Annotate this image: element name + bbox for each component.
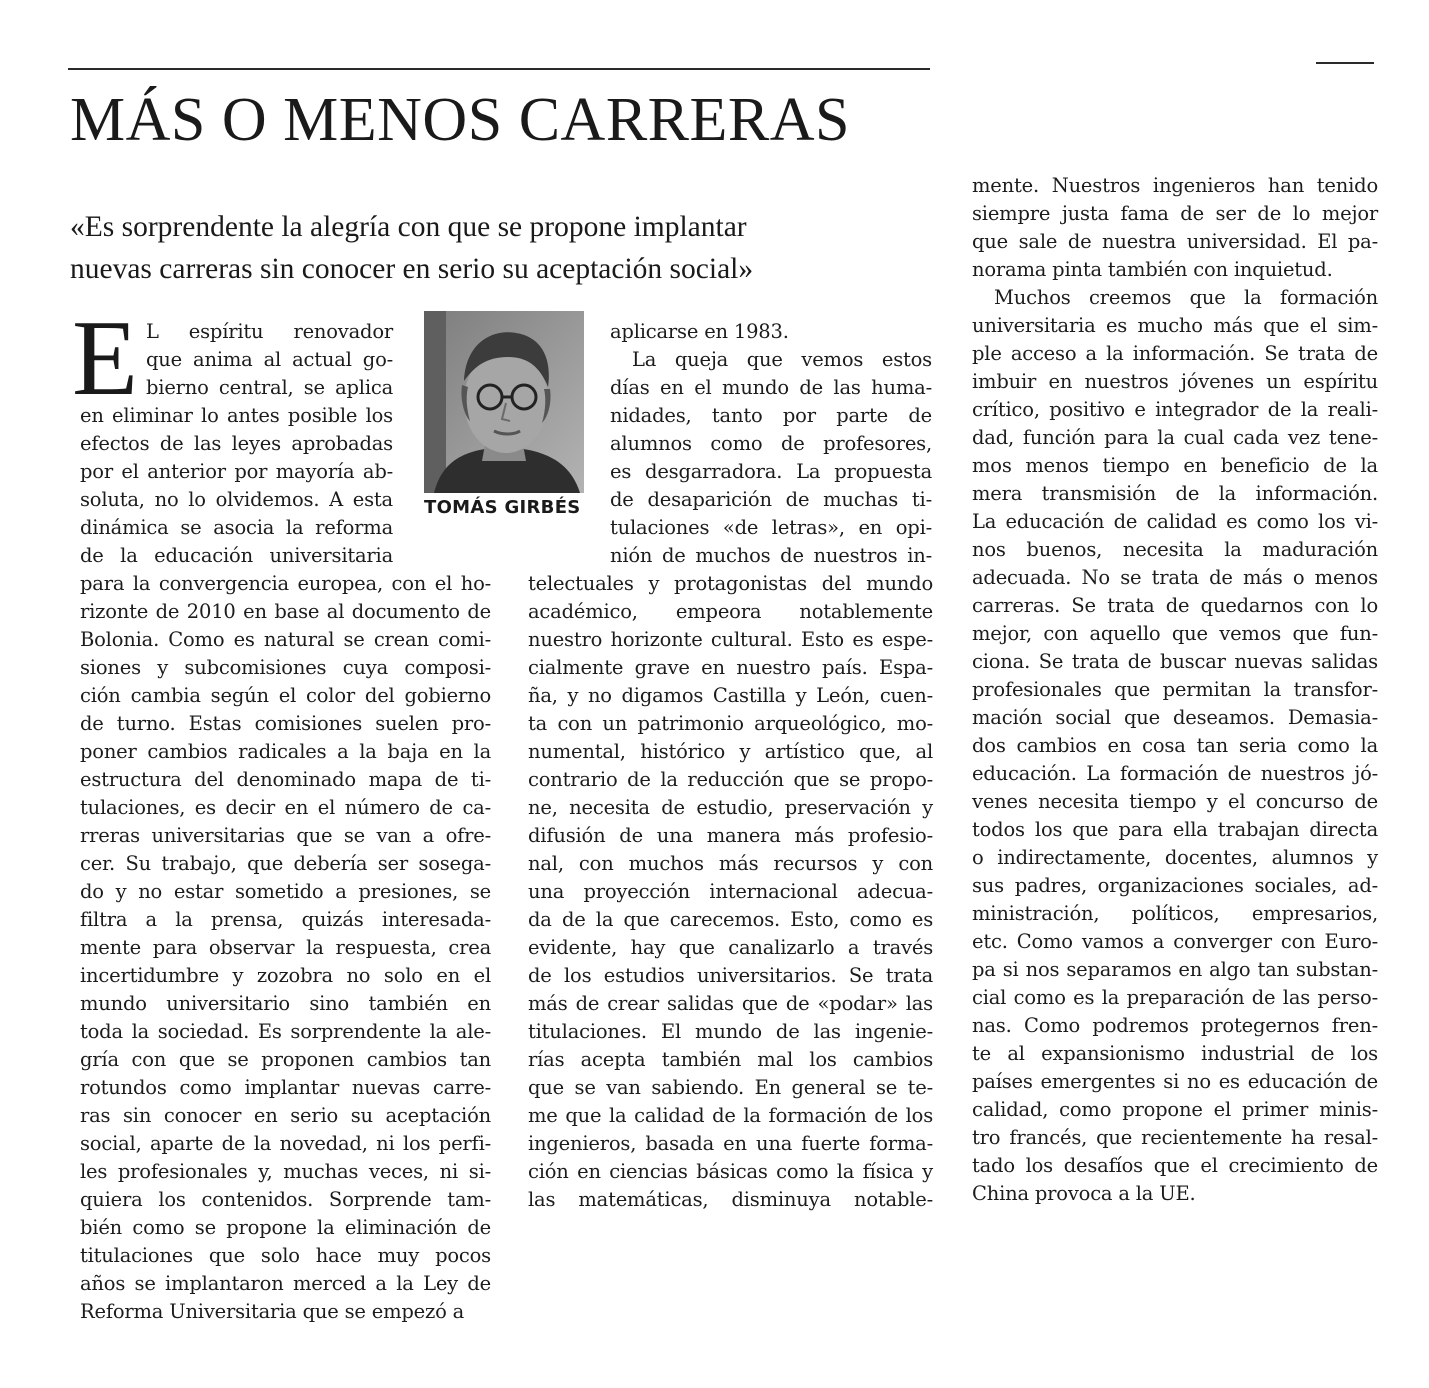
text-line: China provoca a la UE. — [972, 1182, 1196, 1205]
text-line: aplicarse en 1983. — [610, 320, 789, 343]
text-line: estructura del denominado mapa de ti- — [80, 768, 491, 791]
text-line: siones y subcomisiones cuya composi- — [80, 656, 491, 679]
text-line: numental, histórico y artístico que, al — [528, 740, 933, 763]
text-line: titulaciones. El mundo de las ingenie- — [528, 1020, 933, 1043]
text-line: gría con que se proponen cambios tan — [80, 1048, 491, 1071]
text-line: telectuales y protagonistas del mundo — [528, 572, 933, 595]
text-line: todos los que para ella trabajan directa — [972, 818, 1378, 841]
text-line: cer. Su trabajo, que debería ser sosega- — [80, 852, 491, 875]
text-line: nuestro horizonte cultural. Esto es espe- — [528, 628, 933, 651]
text-line: días en el mundo de las huma- — [610, 376, 932, 399]
pull-quote-line: nuevas carreras sin conocer en serio su aceptación social» — [70, 253, 754, 285]
text-line: titulaciones que solo hace muy pocos — [80, 1244, 491, 1267]
text-line: mera transmisión de la información. — [972, 482, 1378, 505]
text-line: tulaciones, es decir en el número de ca- — [80, 796, 491, 819]
text-line: venes necesita tiempo y el concurso de — [972, 790, 1378, 813]
text-line: de turno. Estas comisiones suelen pro- — [80, 712, 491, 735]
text-line: alumnos como de profesores, — [610, 432, 932, 455]
text-line: ras sin conocer en serio su aceptación — [80, 1104, 491, 1127]
text-line: una proyección internacional adecua- — [528, 880, 933, 903]
text-line: mente para observar la respuesta, crea — [80, 936, 491, 959]
column-1-body — [80, 570, 491, 1326]
pull-quote — [70, 206, 753, 290]
text-line: L espíritu renovador — [146, 320, 393, 343]
text-line: dos cambios en cosa tan seria como la — [972, 734, 1378, 757]
text-line: ción en ciencias básicas como la física y — [528, 1160, 933, 1183]
text-line: nos buenos, necesita la maduración — [972, 538, 1378, 561]
text-line: ña, y no digamos Castilla y León, cuen- — [528, 684, 933, 707]
text-line: dinámica se asocia la reforma — [80, 516, 393, 539]
headline: MÁS O MENOS CARRERAS — [70, 86, 851, 154]
column-3-body — [972, 172, 1378, 1208]
text-line: Bolonia. Como es natural se crean comi- — [80, 628, 491, 651]
column-1-top — [80, 402, 393, 570]
text-line: adecuada. No se trata de más o menos — [972, 566, 1378, 589]
column-2-body — [528, 570, 933, 1214]
text-line: de la educación universitaria — [80, 544, 393, 567]
text-line: te al expansionismo industrial de los — [972, 1042, 1378, 1065]
text-line: ingenieros, basada en una fuerte forma- — [528, 1132, 933, 1155]
text-line: que anima al actual go- — [146, 348, 393, 371]
text-line: ta con un patrimonio arqueológico, mo- — [528, 712, 933, 735]
text-line: Reforma Universitaria que se empezó a — [80, 1300, 465, 1323]
text-line: mación social que deseamos. Demasia- — [972, 706, 1378, 729]
pull-quote-line: «Es sorprendente la alegría con que se propone implantar — [70, 211, 747, 243]
text-line: etc. Como vamos a converger con Euro- — [972, 930, 1378, 953]
drop-cap: E — [72, 299, 138, 418]
text-line: bién como se propone la eliminación de — [80, 1216, 491, 1239]
text-line: que sale de nuestra universidad. El pa- — [972, 230, 1378, 253]
text-line: pa si nos separamos en algo tan substan- — [972, 958, 1378, 981]
text-line: ministración, políticos, empresarios, — [972, 902, 1378, 925]
author-name: TOMÁS GIRBÉS — [424, 497, 581, 518]
text-line: ciona. Se trata de buscar nuevas salidas — [972, 650, 1378, 673]
text-line: que se van sabiendo. En general se te- — [528, 1076, 933, 1099]
text-line: carreras. Se trata de quedarnos con lo — [972, 594, 1378, 617]
text-line: de los estudios universitarios. Se trata — [528, 964, 933, 987]
text-line: por el anterior por mayoría ab- — [80, 460, 393, 483]
text-line: social, aparte de la novedad, ni los perfi- — [80, 1132, 491, 1155]
text-line: mejor, con aquello que vemos que fun- — [972, 622, 1378, 645]
text-line: rías acepta también mal los cambios — [528, 1048, 933, 1071]
text-line: do y no estar sometido a presiones, se — [80, 880, 491, 903]
text-line: cial como es la preparación de las perso- — [972, 986, 1378, 1009]
text-line: norama pinta también con inquietud. — [972, 258, 1333, 281]
text-line: rotundos como implantar nuevas carre- — [80, 1076, 491, 1099]
text-line: efectos de las leyes aprobadas — [80, 432, 393, 455]
text-line: siempre justa fama de ser de lo mejor — [972, 202, 1378, 225]
text-line: académico, empeora notablemente — [528, 600, 933, 623]
text-line: mos menos tiempo en beneficio de la — [972, 454, 1378, 477]
text-line: cialmente grave en nuestro país. Espa- — [528, 656, 933, 679]
text-line: para la convergencia europea, con el ho- — [80, 572, 491, 595]
text-line: las matemáticas, disminuya notable- — [528, 1188, 933, 1211]
text-line: universitaria es mucho más que el sim- — [972, 314, 1378, 337]
text-line: poner cambios radicales a la baja en la — [80, 740, 491, 763]
text-line: filtra a la prensa, quizás interesada- — [80, 908, 491, 931]
text-line: La queja que vemos estos — [632, 348, 932, 371]
text-line: mundo universitario sino también en — [80, 992, 491, 1015]
text-line: en eliminar lo antes posible los — [80, 404, 393, 427]
text-line: mente. Nuestros ingenieros han tenido — [972, 174, 1378, 197]
text-line: calidad, como propone el primer minis- — [972, 1098, 1378, 1121]
text-line: nidades, tanto por parte de — [610, 404, 932, 427]
column-1-intro — [146, 318, 393, 402]
text-line: ne, necesita de estudio, preservación y — [528, 796, 933, 819]
right-rule — [1316, 62, 1374, 64]
text-line: educación. La formación de nuestros jó- — [972, 762, 1378, 785]
text-line: tulaciones «de letras», en opi- — [610, 516, 932, 539]
text-line: da de la que carecemos. Esto, como es — [528, 908, 933, 931]
text-line: soluta, no lo olvidemos. A esta — [80, 488, 393, 511]
text-line: contrario de la reducción que se propo- — [528, 768, 933, 791]
column-2-top — [610, 318, 932, 570]
text-line: rreras universitarias que se van a ofre- — [80, 824, 491, 847]
text-line: dad, función para la cual cada vez tene- — [972, 426, 1378, 449]
text-line: o indirectamente, docentes, alumnos y — [972, 846, 1378, 869]
text-line: me que la calidad de la formación de los — [528, 1104, 933, 1127]
text-line: países emergentes si no es educación de — [972, 1070, 1378, 1093]
text-line: rizonte de 2010 en base al documento de — [80, 600, 491, 623]
top-rule — [68, 68, 930, 70]
text-line: quiera los contenidos. Sorprende tam- — [80, 1188, 491, 1211]
text-line: ción cambia según el color del gobierno — [80, 684, 491, 707]
text-line: profesionales que permitan la transfor- — [972, 678, 1378, 701]
text-line: incertidumbre y zozobra no solo en el — [80, 964, 491, 987]
text-line: difusión de una manera más profesio- — [528, 824, 933, 847]
text-line: toda la sociedad. Es sorprendente la ale- — [80, 1020, 491, 1043]
text-line: tro francés, que recientemente ha resal- — [972, 1126, 1378, 1149]
text-line: nal, con muchos más recursos y con — [528, 852, 933, 875]
text-line: ple acceso a la información. Se trata de — [972, 342, 1378, 365]
text-line: años se implantaron merced a la Ley de — [80, 1272, 491, 1295]
text-line: de desaparición de muchas ti- — [610, 488, 932, 511]
text-line: tado los desafíos que el crecimiento de — [972, 1154, 1378, 1177]
text-line: nas. Como podremos protegernos fren- — [972, 1014, 1378, 1037]
text-line: Muchos creemos que la formación — [994, 286, 1378, 309]
text-line: crítico, positivo e integrador de la reali- — [972, 398, 1378, 421]
text-line: La educación de calidad es como los vi- — [972, 510, 1378, 533]
author-portrait-icon — [424, 311, 584, 493]
text-line: evidente, hay que canalizarlo a través — [528, 936, 933, 959]
text-line: nión de muchos de nuestros in- — [610, 544, 932, 567]
text-line: bierno central, se aplica — [146, 376, 393, 399]
text-line: es desgarradora. La propuesta — [610, 460, 932, 483]
text-line: más de crear salidas que de «podar» las — [528, 992, 933, 1015]
text-line: les profesionales y, muchas veces, ni si- — [80, 1160, 491, 1183]
text-line: imbuir en nuestros jóvenes un espíritu — [972, 370, 1378, 393]
text-line: sus padres, organizaciones sociales, ad- — [972, 874, 1378, 897]
